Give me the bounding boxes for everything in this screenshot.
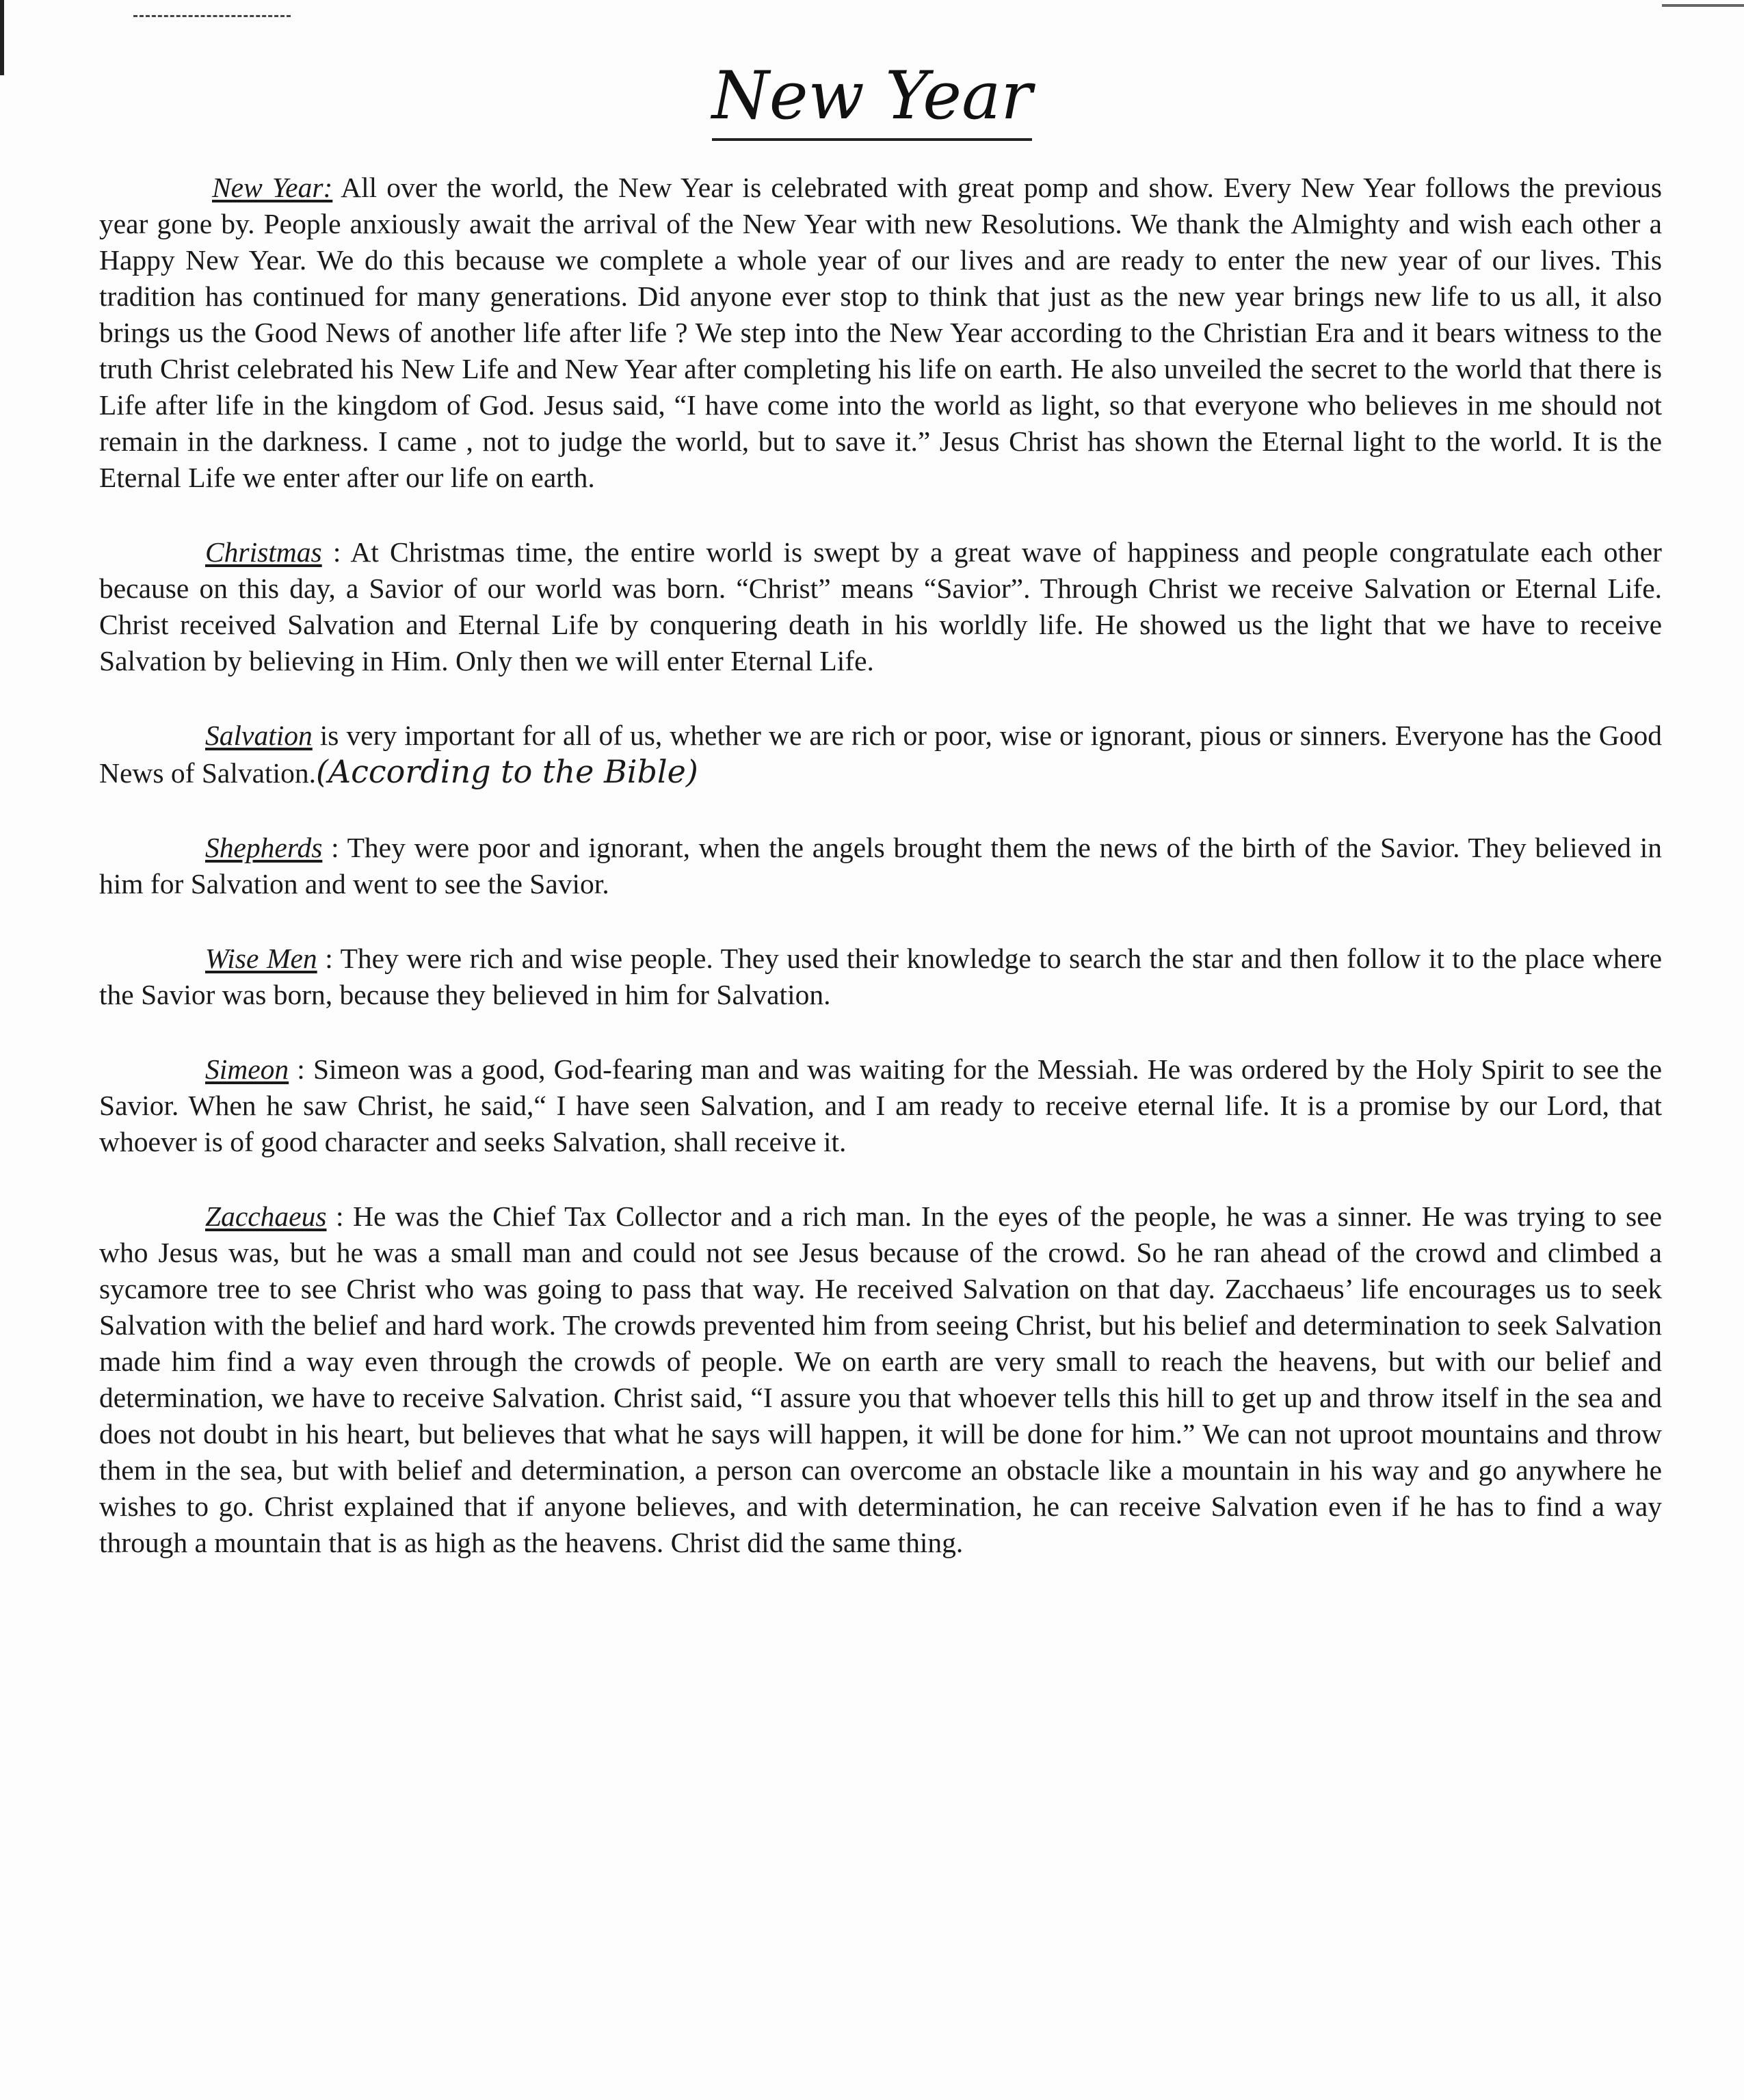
- term-heading: Wise Men: [205, 943, 317, 974]
- term-heading: Zacchaeus: [205, 1200, 327, 1232]
- paragraph-simeon: [99, 1051, 1662, 1160]
- paragraph-wise-men: [99, 941, 1662, 1013]
- paragraph-christmas: [99, 534, 1662, 679]
- paragraph-text: : They were rich and wise people. They used their knowledge to search the star and then follow it to the place where the Savior was born, because they believed in him for Salvation.: [99, 943, 1663, 1010]
- paragraph-text: All over the world, the New Year is celebrated with great pomp and show. Every New Year follows the previous year gone by. People anxiously await the arrival of the New Year with new Resolutions. We thank the Almighty and wish each other a Happy New Year. We do this because we complete a whole year of our lives and are ready to enter the new year of our lives. This tradition has continued for many generations. Did anyone ever stop to think that just as the new year brings new life to us all, it also brings us the Good News of another life after life ? We step into the New Year according to the Christian Era and it bears witness to the truth Christ celebrated his New Life and New Year after completing his life on earth. He also unveiled the secret to the world that there is Life after life in the kingdom of God. Jesus said, “I have come into the world as light, so that everyone who believes in me should not remain in the darkness. I came , not to judge the world, but to save it.” Jesus Christ has shown the Eternal light to the world. It is the Eternal Life we enter after our life on earth.: [99, 172, 1662, 493]
- term-heading: New Year:: [212, 172, 333, 203]
- term-heading: Christmas: [205, 536, 322, 568]
- paragraph-text: : They were poor and ignorant, when the angels brought them the news of the birth of the Savior. They believed in him for Salvation and went to see the Savior.: [99, 832, 1662, 900]
- paragraph-shepherds: [99, 830, 1662, 902]
- term-heading: Shepherds: [205, 832, 323, 863]
- paragraph-zacchaeus: [99, 1198, 1662, 1561]
- scan-corner-mark: [1662, 4, 1744, 7]
- paragraph-text: : Simeon was a good, God-fearing man and was waiting for the Messiah. He was ordered by the Holy Spirit to see the Savior. When he saw Christ, he said,“ I have seen Salvation, and I am ready to receive eternal life. It is a promise by our Lord, that whoever is of good character and seeks Salvation, shall receive it.: [99, 1053, 1662, 1157]
- bible-reference: (According to the Bible): [315, 753, 698, 790]
- paragraph-text: : At Christmas time, the entire world is swept by a great wave of happiness and people congratulate each other because on this day, a Savior of our world was born. “Christ” means “Savior”. Through Christ we receive Salvation or Eternal Life. Christ received Salvation and Eternal Life by conquering death in his worldly life. He showed us the light that we have to receive Salvation by believing in Him. Only then we will enter Eternal Life.: [99, 536, 1662, 677]
- scan-dash-mark: [133, 15, 291, 19]
- term-heading: Simeon: [205, 1053, 289, 1085]
- term-heading: Salvation: [205, 720, 313, 751]
- document-body: [99, 170, 1662, 2051]
- paragraph-new-year: [99, 170, 1662, 496]
- paragraph-text: : He was the Chief Tax Collector and a rich man. In the eyes of the people, he was a sinner. He was trying to see who Jesus was, but he was a small man and could not see Jesus because of the crowd. So he ran ahead of the crowd and climbed a sycamore tree to see Christ who was going to pass that way. He received Salvation on that day. Zacchaeus’ life encourages us to seek Salvation with the belief and hard work. The crowds prevented him from seeing Christ, but his belief and determination to seek Salvation made him find a way even through the crowds of people. We on earth are very small to reach the heavens, but with our belief and determination, we have to receive Salvation. Christ said, “I assure you that whoever tells this hill to get up and throw itself in the sea and does not doubt in his heart, but believes that what he says will happen, it will be done for him.” We can not uproot mountains and throw them in the sea, but with belief and determination, a person can overcome an obstacle like a mountain in his way and go anywhere he wishes to go. Christ explained that if anyone believes, and with determination, he can receive Salvation even if he has to find a way through a mountain that is as high as the heavens. Christ did the same thing.: [99, 1200, 1662, 1558]
- paragraph-salvation: [99, 718, 1662, 791]
- page-title: New Year: [0, 55, 1744, 141]
- paragraph-text: is very important for all of us, whether we are rich or poor, wise or ignorant, pious or sinners. Everyone has the Good News of Salvation.: [99, 720, 1662, 789]
